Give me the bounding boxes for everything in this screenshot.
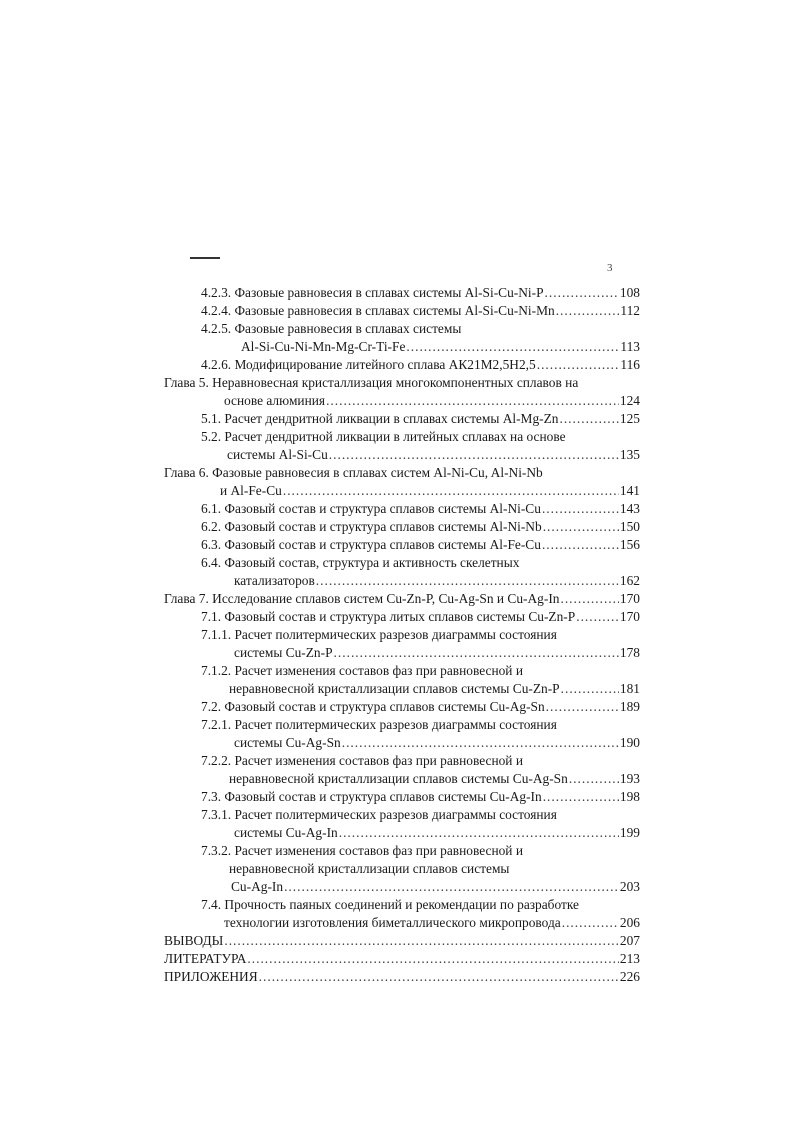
toc-entry: 6.3. Фазовый состав и структура сплавов системы Al-Fe-Cu ..... 156 [201,536,640,554]
toc-entry: 7.3.1. Расчет политермических разрезов диаграммы состояния [201,807,557,822]
toc-entry: технологии изготовления биметаллического микропровода ..... 206 [224,914,640,932]
toc-section: ЛИТЕРАТУРА ..... 213 [164,950,640,968]
toc-entry: Cu-Ag-In ..... 203 [231,878,640,896]
toc-entry: системы Cu-Ag-Sn ..... 190 [234,734,640,752]
toc-entry: 4.2.4. Фазовые равновесия в сплавах системы Al-Si-Cu-Ni-Mn ..... 112 [201,302,640,320]
toc-entry: 7.2.2. Расчет изменения составов фаз при равновесной и [201,753,523,768]
toc-entry: катализаторов ..... 162 [234,572,640,590]
toc-entry: 7.2.1. Расчет политермических разрезов диаграммы состояния [201,717,557,732]
toc-entry: и Al-Fe-Cu ..... 141 [220,482,640,500]
toc-entry: 4.2.3. Фазовые равновесия в сплавах системы Al-Si-Cu-Ni-P ..... 108 [201,284,640,302]
page-number: 3 [607,262,613,274]
toc-section: ВЫВОДЫ ..... 207 [164,932,640,950]
toc-entry: 7.2. Фазовый состав и структура сплавов системы Cu-Ag-Sn ..... 189 [201,698,640,716]
toc-entry: 7.1. Фазовый состав и структура литых сплавов системы Cu-Zn-P ..... 170 [201,608,640,626]
toc-entry: 6.1. Фазовый состав и структура сплавов системы Al-Ni-Cu ..... 143 [201,500,640,518]
toc-entry: 5.1. Расчет дендритной ликвации в сплавах системы Al-Mg-Zn ..... 125 [201,410,640,428]
toc-entry: системы Cu-Ag-In ..... 199 [234,824,640,842]
toc-entry: 7.1.2. Расчет изменения составов фаз при равновесной и [201,663,523,678]
toc-entry: системы Cu-Zn-P ..... 178 [234,644,640,662]
toc-chapter: Глава 5. Неравновесная кристаллизация многокомпонентных сплавов на [164,375,579,390]
toc-entry: 7.1.1. Расчет политермических разрезов диаграммы состояния [201,627,557,642]
toc-entry: 4.2.6. Модифицирование литейного сплава АК21М2,5Н2,5 ..... 116 [201,356,640,374]
toc-entry: Al-Si-Cu-Ni-Mn-Mg-Cr-Ti-Fe ..... 113 [241,338,640,356]
toc-entry: системы Al-Si-Cu ..... 135 [227,446,640,464]
toc-entry: 6.4. Фазовый состав, структура и активность скелетных [201,555,520,570]
toc-entry: неравновесной кристаллизации сплавов системы [229,861,510,876]
toc-chapter: Глава 7. Исследование сплавов систем Cu-Zn-P, Cu-Ag-Sn и Cu-Ag-In ..... 170 [164,590,640,608]
toc-entry: 7.3. Фазовый состав и структура сплавов системы Cu-Ag-In ..... 198 [201,788,640,806]
toc-entry: 6.2. Фазовый состав и структура сплавов системы Al-Ni-Nb ..... 150 [201,518,640,536]
toc-section: ПРИЛОЖЕНИЯ ..... 226 [164,968,640,986]
toc-entry: 7.3.2. Расчет изменения составов фаз при равновесной и [201,843,523,858]
toc-entry: 7.4. Прочность паяных соединений и рекомендации по разработке [201,897,579,912]
toc-entry: 4.2.5. Фазовые равновесия в сплавах системы [201,321,462,336]
toc-chapter: Глава 6. Фазовые равновесия в сплавах систем Al-Ni-Cu, Al-Ni-Nb [164,465,543,480]
toc-entry: основе алюминия ..... 124 [224,392,640,410]
top-rule [190,257,220,259]
toc-entry: 5.2. Расчет дендритной ликвации в литейных сплавах на основе [201,429,566,444]
toc-entry: неравновесной кристаллизации сплавов системы Cu-Zn-P ..... 181 [229,680,640,698]
toc-entry: неравновесной кристаллизации сплавов системы Cu-Ag-Sn ..... 193 [229,770,640,788]
